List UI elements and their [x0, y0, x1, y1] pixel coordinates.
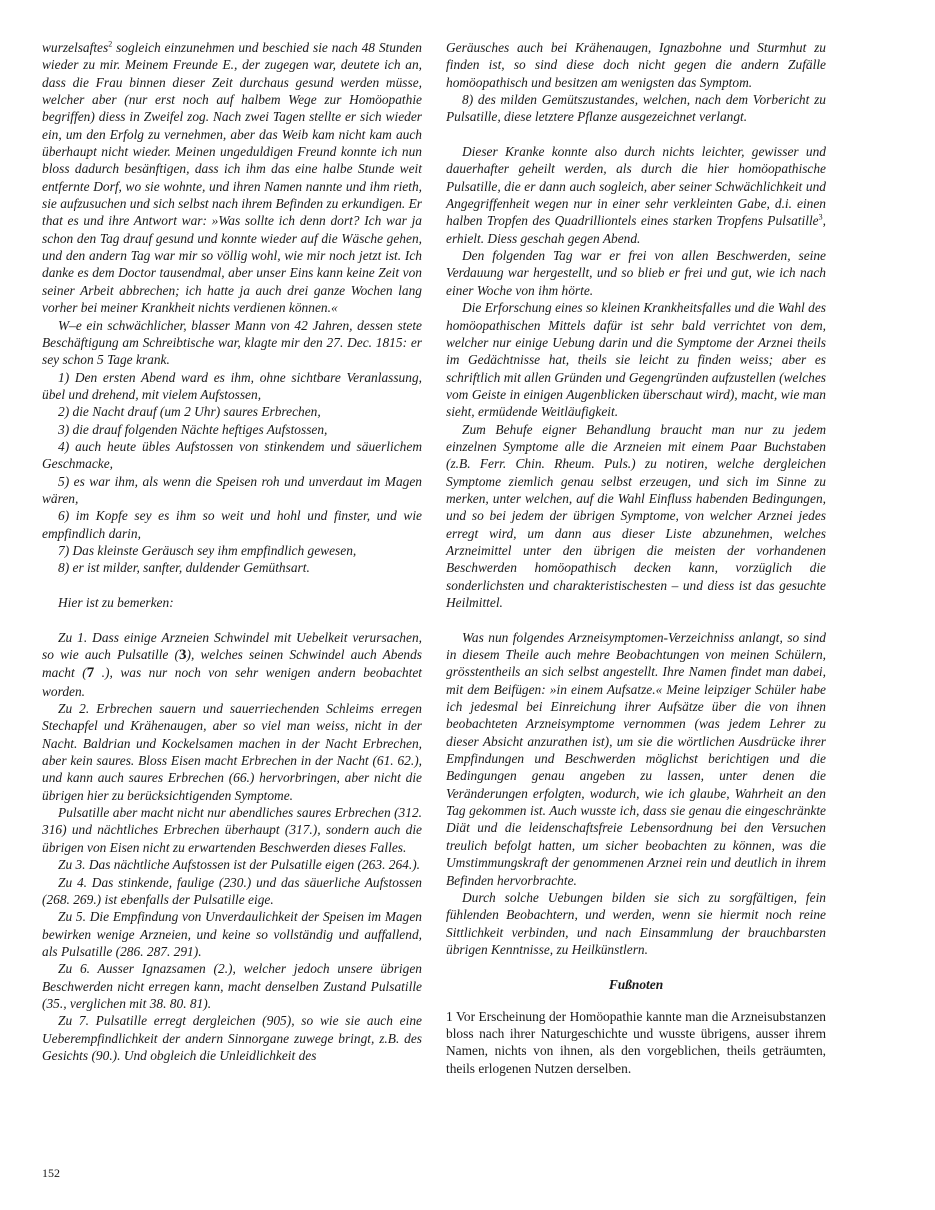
paragraph: Die Erforschung eines so kleinen Krankheitsfalles und die Wahl des homöopathischen Mittels dafür ist sehr bald verrichtet von dem, welcher nur einige Uebung darin und die Symptome der Arznei theils im Gedächtnisse hat, theils sie leicht zu finden weiss; aber es schriftlich mit allen Gründen und Gegengründen aufzustellen (welches vom Geiste in einigen Augenblicken überschaut wird), macht, wie man sieht, ermüdende Weitläufigkeit. [446, 300, 826, 420]
paragraph: Zu 7. Pulsatille erregt dergleichen (905), so wie sie auch eine Ueberempfindlichkeit der andern Sinnorgane zuwege bringt, z.B. des Gesichts (90.). Und obgleich die Unleidlichkeit des [42, 1013, 422, 1063]
paragraph: Zu 6. Ausser Ignazsamen (2.), welcher jedoch unsere übrigen Beschwerden nicht erregen kann, macht denselben Zustand Pulsatille (35., verglichen mit 38. 80. 81). [42, 961, 422, 1011]
symptom-item: 8) er ist milder, sanfter, duldender Gemüthsart. [58, 560, 310, 576]
symptom-item: 8) des milden Gemütszustandes, welchen, nach dem Vorbericht zu Pulsatille, diese letztere Pflanze ausgezeichnet verlangt. [446, 92, 826, 125]
paragraph: Zu 2. Erbrechen sauern und sauerriechenden Schleims erregen Stechapfel und Krähenaugen, aber so viel man weiss, nicht in der Nacht. Baldrian und Kockelsamen machen in der Nacht Erbrechen, aber kein saures. Bloss Eisen macht Erbrechen in der Nacht (61. 62.), und kann auch saures Erbrechen (66.) hervorbringen, aber nicht die übrigen hier zu berücksichtigenden Symptome. [42, 701, 422, 803]
paragraph: Zum Behufe eigner Behandlung braucht man nur zu jedem einzelnen Symptome alle die Arzneien mit einem Paar Buchstaben (z.B. Ferr. Chin. Rheum. Puls.) zu notiren, welche dergleichen Symptome ziemlich genau selbst erzeugen, und sich im Sinne zu merken, unter welchen, auf die Wahl Einfluss habenden Bedingungen, und so bei jedem der übrigen Symptome, von welcher Arznei jedes erregt wird, um dann aus dieser Liste abzunehmen, welches Arzneimittel unter den übrigen die meisten der vorhandenen Beschwerden homöopathisch decken kann, vorzüglich die sonderlichsten und charakteristischesten – und diess ist das gesuchte Heilmittel. [446, 421, 826, 610]
paragraph: Geräusches auch bei Krähenaugen, Ignazbohne und Sturmhut zu finden ist, so sind diese doch nicht gegen die andern Zufälle homöopathisch und besitzen am wenigsten das Symptom. [446, 40, 826, 90]
symptom-item: 7) Das kleinste Geräusch sey ihm empfindlich gewesen, [58, 542, 357, 558]
paragraph: Zu 5. Die Empfindung von Unverdaulichkeit der Speisen im Magen bewirken wenige Arzneien, und keine so vollständig und auffallend, als Pulsatille (286. 287. 291). [42, 909, 422, 959]
symptom-item: 6) im Kopfe sey es ihm so weit und hohl und finster, und wie empfindlich darin, [42, 508, 422, 541]
paragraph: W–e ein schwächlicher, blasser Mann von 42 Jahren, dessen stete Beschäftigung am Schreibtische war, klagte mir den 27. Dec. 1815: er sey schon 5 Tage krank. [42, 317, 422, 368]
footnote-ref: 2 [108, 39, 113, 49]
footnote-ref: 3 [818, 212, 823, 222]
paragraph: Zu 3. Das nächtliche Aufstossen ist der Pulsatille eigen (263. 264.). [58, 857, 421, 873]
paragraph: Den folgenden Tag war er frei von allen Beschwerden, seine Verdauung war hergestellt, und so blieb er frei und gut, wie ich nach einer Woche von ihm hörte. [446, 248, 826, 298]
footnote: 1 Vor Erscheinung der Homöopathie kannte man die Arzneisubstanzen bloss nach ihrer Naturgeschichte und wusste übrigens, ausser ihrem Namen, nichts von ihnen, als den vorgeblichen, theils geträumten, theils erlogenen Nutzen derselben. [446, 1008, 826, 1076]
symptom-item: 4) auch heute übles Aufstossen von stinkendem und säuerlichem Geschmacke, [42, 438, 422, 472]
paragraph: Was nun folgendes Arzneisymptomen-Verzeichniss anlangt, so sind in diesem Theile auch mehre Beobachtungen von meinen Schülern, grösstentheils an sich selbst angestellt. Ihre Namen findet man dabei, mit dem Beifügen: »in einem Aufsatze.« Meine leipziger Schüler habe ich jedesmal bei Einreichung ihrer Aufsätze über die von ihnen beobachteten Arzneisymptome vernommen (was jedem Lehrer zu dieser Absicht anzurathen ist), um sie die wörtlichen Ausdrücke ihrer Empfindungen und Beschwerden möglichst berichtigen und die Bedingungen genau angeben zu lassen, unter denen die Veränderungen erfolgten, wodurch, wie ich glaube, Wahrheit an den Tag gekommen ist. Auch wusste ich, dass sie genau die eingeschränkte Diät und die leidenschaftsfreie Lebensordnung bei den Versuchen treulich befolgt hatten, um sicher beobachten zu können, was die Umstimmungskraft der genommenen Arznei rein und deutlich in ihrem Befinden hervorbrachte. [446, 629, 826, 888]
symptom-item: 2) die Nacht drauf (um 2 Uhr) saures Erbrechen, [58, 404, 321, 420]
symbol-glyph: 7 [86, 665, 95, 682]
symptom-item: 1) Den ersten Abend ward es ihm, ohne sichtbare Veranlassung, übel und drehend, mit vielem Aufstossen, [42, 369, 422, 402]
paragraph: Hier ist zu bemerken: [58, 595, 174, 610]
right-column [446, 39, 826, 1077]
symptom-item: 5) es war ihm, als wenn die Speisen roh und unverdaut im Magen wären, [42, 473, 422, 506]
paragraph: Zu 1. Dass einige Arzneien Schwindel mit Uebelkeit verursachen, so wie auch Pulsatille (3), welches seinen Schwindel auch Abends macht (7 .), was nur noch von sehr wenigen andern beobachtet worden. [42, 629, 422, 699]
left-column [42, 39, 422, 1064]
paragraph: wurzelsaftes$^2$ sogleich einzunehmen und beschied sie nach 48 Stunden wieder zu mir. Meinem Freunde E., der zugegen war, deutete ich an, dass die Frau binnen dieser Zeit durchaus gesund werden müsse, welcher aber (nur erst noch auf halbem Wege zur Homöopathie begriffen) diess in Zweifel zog. Nach zwei Tagen stellte er sich wieder ein, um den Erfolg zu vernehmen, aber das Weib kam nicht kam auch überhaupt nicht wieder. Meinen ungeduldigen Freund konnte ich nun bloss dadurch besänftigen, dass ich ihm das eine halbe Stunde weit entfernte Dorf, wo sie wohnte, und ihren Namen nannte und ihm rieth, sie aufzusuchen und sich selbst nach ihrem Befinden zu erkundigen. Er that es und ihre Antwort war: »Was sollte ich denn dort? Ich war ja schon den Tag drauf gesund und konnte wieder auf die Wäsche gehen, und den andern Tag war mir so völlig wohl, wie mir noch jetzt ist. Ich danke es dem Doctor tausendmal, aber unser Eins kann keine Zeit von seiner Arbeit abbrechen; ich hatte ja auch drei ganze Wochen lang vorher bei meiner Krankheit nichts verdienen können.« [42, 39, 422, 316]
page-number: 152 [42, 1166, 60, 1180]
paragraph: Zu 4. Das stinkende, faulige (230.) und das säuerliche Aufstossen (268. 269.) ist ebenfalls der Pulsatille eige. [42, 874, 422, 907]
paragraph: Durch solche Uebungen bilden sie sich zu sorgfältigen, fein fühlenden Beobachtern, und werden, wenn sie hiermit noch reine Sittlichkeit verbinden, und nach Einsammlung der brauchbarsten übrigen Kenntnisse, zu Heilkünstlern. [446, 889, 826, 957]
symbol-glyph: 3 [179, 647, 187, 664]
paragraph: Pulsatille aber macht nicht nur abendliches saures Erbrechen (312. 316) und nächtliches Erbrechen überhaupt (317.), sondern auch die übrigen von Eisen nicht zu erwartenden Beschwerden dieses Falles. [42, 805, 422, 855]
paragraph: Dieser Kranke konnte also durch nichts leichter, gewisser und dauerhafter geheilt werden, als durch die hier homöopathische Pulsatille, die er dann auch sogleich, aber seiner Schwächlichkeit und Angegriffenheit wegen nur in einer sehr verkleinten Gabe, d.i. einen halben Tropfen des Quadrilliontels eines starken Tropfens Pulsatille$^3$, erhielt. Diess geschah gegen Abend. [446, 144, 826, 246]
symptom-item: 3) die drauf folgenden Nächte heftiges Aufstossen, [58, 421, 328, 437]
footnotes-heading: Fußnoten [608, 977, 664, 993]
